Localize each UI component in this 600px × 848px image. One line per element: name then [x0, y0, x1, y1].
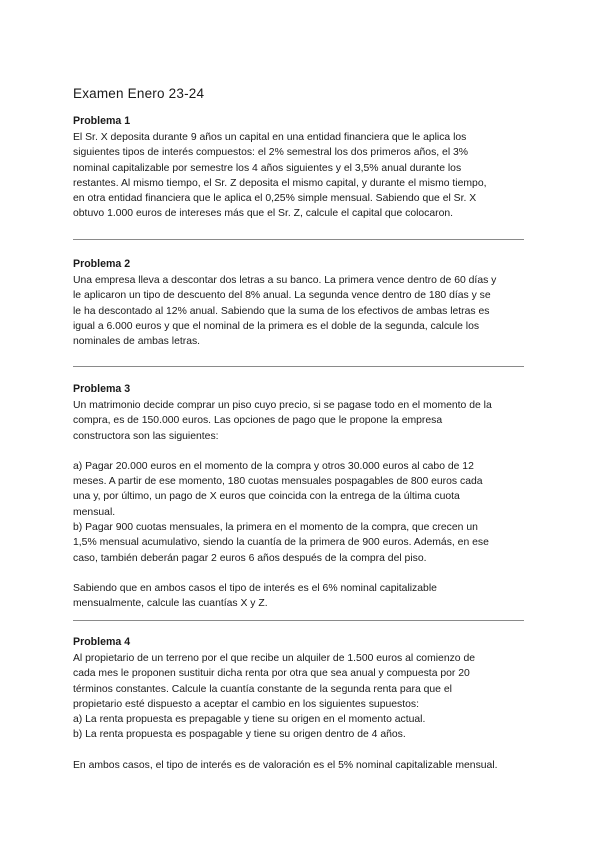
problem-1 — [73, 114, 533, 222]
problem-4-line: cada mes le proponen sustituir dicha renta por otra que sea anual y compuesta por 20 — [73, 668, 470, 680]
problem-3-line: mensual. — [73, 506, 116, 518]
problem-3-line: a) Pagar 20.000 euros en el momento de la compra y otros 30.000 euros al cabo de 12 — [73, 460, 474, 472]
problem-3-line: Sabiendo que en ambos casos el tipo de interés es el 6% nominal capitalizable — [73, 582, 437, 594]
problem-4-line: En ambos casos, el tipo de interés es de valoración es el 5% nominal capitalizable mensual. — [73, 759, 498, 771]
problem-2-line: igual a 6.000 euros y que el nominal de la primera es el doble de la segunda, calcule los — [73, 320, 480, 332]
problem-2-line: le aplicaron un tipo de descuento del 8% anual. La segunda vence dentro de 180 días y se — [73, 290, 491, 302]
problem-3-line: 1,5% mensual acumulativo, siendo la cuantía de la primera de 900 euros. Además, en ese — [73, 537, 489, 549]
problem-1-heading: Problema 1 — [73, 115, 131, 127]
problem-3-line: constructora son las siguientes: — [73, 430, 219, 442]
problem-1-line: nominal capitalizable por semestre los 4 años siguientes y el 3,5% anual durante los — [73, 162, 462, 174]
problem-1-line: restantes. Al mismo tiempo, el Sr. Z deposita el mismo capital, y durante el mismo tiempo, — [73, 177, 487, 189]
problem-2-heading: Problema 2 — [73, 258, 131, 270]
problem-4-line: términos constantes. Calcule la cuantía constante de la segunda renta para que el — [73, 683, 452, 695]
problem-4-heading: Problema 4 — [73, 636, 131, 648]
problem-4-line: propietario esté dispuesto a aceptar el cambio en los siguientes supuestos: — [73, 698, 419, 710]
section-divider — [73, 620, 524, 621]
problem-2-line: nominales de ambas letras. — [73, 336, 201, 348]
problem-3-line: meses. A partir de ese momento, 180 cuotas mensuales pospagables de 800 euros cada — [73, 476, 483, 488]
problem-3-line: una y, por último, un pago de X euros que coincida con la entrega de la última cuota — [73, 491, 460, 503]
problem-4-line: Al propietario de un terreno por el que recibe un alquiler de 1.500 euros al comienzo de — [73, 653, 476, 664]
exam-title: Examen Enero 23-24 — [73, 86, 205, 101]
paragraph-gap — [73, 566, 533, 581]
problem-2-line: Una empresa lleva a descontar dos letras a su banco. La primera vence dentro de 60 días y — [73, 275, 497, 286]
section-divider — [73, 239, 524, 240]
problem-3-line: compra, es de 150.000 euros. Las opciones de pago que le propone la empresa — [73, 415, 443, 427]
problem-3-line: Un matrimonio decide comprar un piso cuyo precio, si se pagase todo en el momento de la — [73, 400, 492, 411]
problem-3-heading: Problema 3 — [73, 383, 131, 395]
problem-4-line: b) La renta propuesta es pospagable y tiene su origen dentro de 4 años. — [73, 729, 406, 741]
section-divider — [73, 366, 524, 367]
problem-4-line: a) La renta propuesta es prepagable y tiene su origen en el momento actual. — [73, 714, 426, 726]
paragraph-gap — [73, 743, 533, 758]
problem-4 — [73, 635, 533, 773]
problem-3-line: mensualmente, calcule las cuantías X y Z. — [73, 598, 268, 610]
problem-2-line: le ha descontado al 12% anual. Sabiendo que la suma de los efectivos de ambas letras es — [73, 305, 490, 317]
problem-1-line: siguientes tipos de interés compuestos: el 2% semestral los dos primeros años, el 3% — [73, 147, 469, 159]
paragraph-gap — [73, 444, 533, 459]
problem-3-line: b) Pagar 900 cuotas mensuales, la primera en el momento de la compra, que crecen un — [73, 522, 478, 534]
problem-1-line: obtuvo 1.000 euros de intereses más que el Sr. Z, calcule el capital que colocaron. — [73, 208, 454, 220]
problem-3 — [73, 382, 533, 612]
problem-1-line: en otra entidad financiera que le aplica el 0,25% simple mensual. Sabiendo que el Sr. X — [73, 193, 477, 205]
problem-2 — [73, 257, 533, 349]
problem-1-line: El Sr. X deposita durante 9 años un capital en una entidad financiera que le aplica los — [73, 132, 467, 143]
problem-3-line: caso, también deberán pagar 2 euros 6 años después de la compra del piso. — [73, 552, 427, 564]
